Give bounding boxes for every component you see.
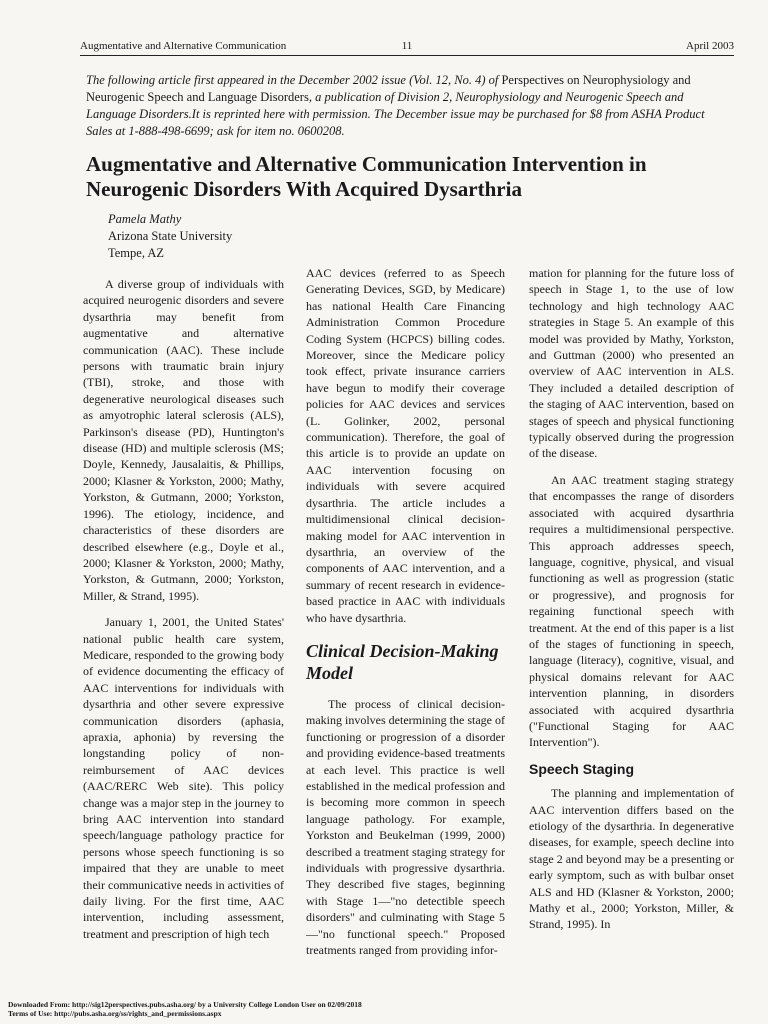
byline bbox=[108, 211, 408, 262]
footer-terms-line: Terms of Use: http://pubs.asha.org/ss/rights_and_permissions.aspx bbox=[8, 1009, 222, 1018]
download-footer bbox=[8, 1000, 748, 1018]
paragraph: The process of clinical decision-making involves determining the stage of functioning or progression of a disorder and providing evidence-based treatments at each level. This practice is well established in the medical profession and is becoming more common in speech language pathology. For example, Yorkston and Beukelman (1999, 2000) described a treatment staging strategy for individuals with progressive dysarthria. They described five stages, beginning with Stage 1—"no detectible speech disorders" and culminating with Stage 5—"no functional speech." Proposed treatments ranged from providing infor- bbox=[306, 696, 505, 958]
paragraph: AAC devices (referred to as Speech Generating Devices, SGD, by Medicare) has national Health Care Financing Administration Common Procedure Coding System (HCPCS) billing codes. Moreover, since the Medicare policy took effect, private insurance carriers have begun to modify their coverage policies for AAC devices and services (L. Golinker, 2002, personal communication). Therefore, the goal of this article is to provide an update on AAC intervention focusing on individuals with severe acquired dysarthria. The article includes a multidimensional clinical decision-making model for AAC intervention in dysarthria, an overview of the components of AAC intervention, and a summary of recent research in evidence-based practice in AAC with individuals who have dysarthria. bbox=[306, 266, 505, 625]
section-heading-speech-staging: Speech Staging bbox=[529, 760, 635, 777]
reprint-note bbox=[86, 72, 734, 140]
header-journal: Augmentative and Alternative Communication bbox=[80, 40, 287, 52]
paragraph: A diverse group of individuals with acquired neurogenic disorders and severe dysarthria may benefit from augmentative and alternative communication (AAC). These include persons with traumatic brain injury (TBI), stroke, and those with degenerative neurological diseases such as amyotrophic lateral sclerosis (ALS), Parkinson's disease (PD), Huntington's disease (HD) and multiple sclerosis (MS; Doyle, Kennedy, Jausalaitis, & Phillips, 2000; Klasner & Yorkston, 2000; Mathy, Yorkston, & Gutmann, 2000; Yorkston, 1996). The etiology, incidence, and characteristics of these disorders are described elsewhere (e.g., Doyle et al., 2000; Klasner & Yorkston, 2000; Mathy, Yorkston, & Gutmann, 2000; Yorkston, Miller, & Strand, 1995). bbox=[83, 277, 284, 603]
column-1 bbox=[83, 276, 284, 952]
paragraph: An AAC treatment staging strategy that encompasses the range of disorders associated with acquired dysarthria requires a multidimensional perspective. This approach addresses speech, language, cognitive, physical, and visual functioning as well as progression (static or progressive), and prognosis for regaining functional speech with treatment. At the end of this paper is a list of the stages of functioning in speech, language (literacy), cognitive, visual, and physical domains relevant for AAC intervention planning, in disorders associated with acquired dysarthria ("Functional Staging for AAC Intervention"). bbox=[529, 472, 734, 750]
paragraph: mation for planning for the future loss of speech in Stage 1, to the use of low technology and high technology AAC strategies in Stage 5. An example of this model was provided by Mathy, Yorkston, and Guttman (2000) who presented an overview of AAC intervention in ALS. They included a detailed description of the staging of AAC intervention, based on stages of speech and physical functioning typically observed during the progression of the disease. bbox=[529, 266, 734, 461]
column-3 bbox=[529, 265, 734, 943]
author-affiliation: Arizona State University bbox=[108, 229, 233, 243]
page-number: 11 bbox=[401, 40, 413, 52]
running-header bbox=[80, 40, 734, 56]
author-location: Tempe, AZ bbox=[108, 246, 165, 260]
column-2 bbox=[306, 265, 505, 968]
paragraph: The planning and implementation of AAC intervention differs based on the etiology of the dysarthria. In degenerative diseases, for example, speech decline into stage 2 and beyond may be a presenting or early symptom, such as with bulbar onset ALS and HD (Klasner & Yorkston, 2000; Mathy et al., 2000; Yorkston, Miller, & Strand, 1995). In bbox=[529, 786, 734, 932]
footer-download-line: Downloaded From: http://sig12perspectives.pubs.asha.org/ by a University College London User on 02/09/2018 bbox=[8, 1000, 362, 1009]
paragraph: January 1, 2001, the United States' national public health care system, Medicare, responded to the growing body of evidence documenting the efficacy of AAC interventions for individuals with dysarthria and other severe expressive communication disorders (aphasia, apraxia, aphonia) by reversing the longstanding policy of non-reimbursement of AAC devices (AAC/RERC Web site). This policy change was a major step in the journey to bring AAC intervention into standard speech/language pathology practice for persons whose speech functioning is so impaired that they are unable to meet their communicative needs in activities of daily living. For the first time, AAC intervention, including assessment, treatment and prescription of high tech bbox=[83, 615, 284, 941]
header-date: April 2003 bbox=[686, 40, 734, 52]
author-name: Pamela Mathy bbox=[108, 212, 182, 226]
reprint-note-part1: The following article first appeared in the December 2002 issue (Vol. 12, No. 4) of bbox=[86, 73, 502, 87]
article-title: Augmentative and Alternative Communication Intervention in Neurogenic Disorders With Acquired Dysarthria bbox=[86, 152, 647, 201]
reprint-note-journal: Perspectives on Neurophysiology and Neurogenic Speech and Language Disorders bbox=[86, 73, 691, 104]
section-heading-clinical-decision: Clinical Decision-Making Model bbox=[306, 640, 499, 683]
reprint-note-part2: , a publication of Division 2, Neurophysiology and Neurogenic Speech and Language Disorders.It is reprinted here with permission. The December issue may be purchased for $8 from ASHA Product Sales at 1-888-498-6699; ask for item no. 0600208. bbox=[86, 90, 705, 138]
